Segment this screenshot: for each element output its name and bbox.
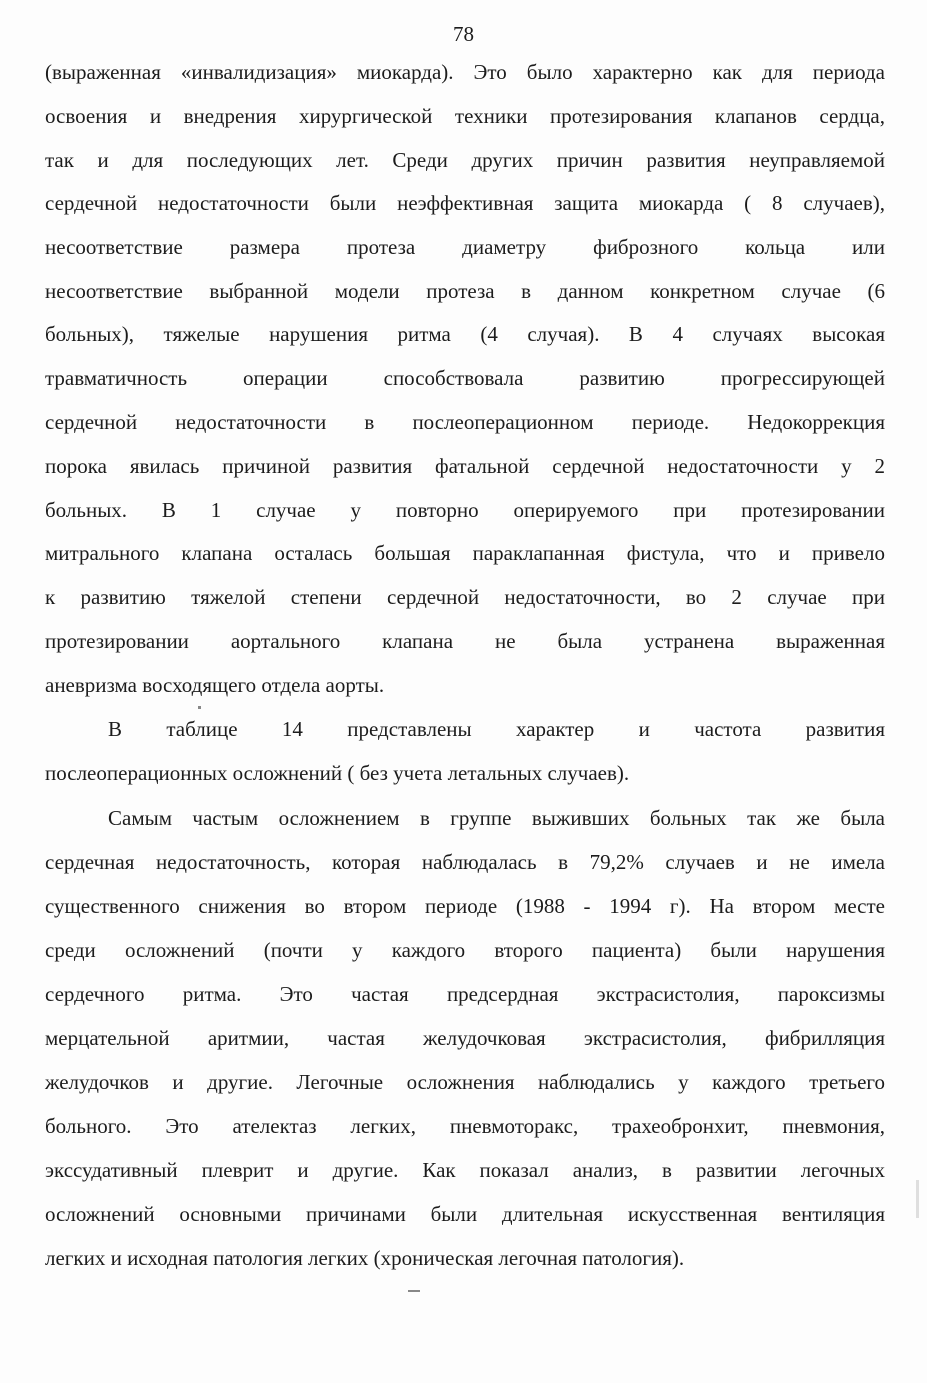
text-line: сердечная недостаточность, которая наблюдалась в 79,2% случаев и не имела: [45, 850, 885, 874]
text-line: аневризма восходящего отдела аорты.: [45, 673, 385, 697]
text-line: среди осложнений (почти у каждого второго пациента) были нарушения: [45, 938, 885, 962]
text-line: митрального клапана осталась большая параклапанная фистула, что и привело: [45, 541, 885, 565]
text-line: Самым частым осложнением в группе выживших больных так же была: [108, 806, 885, 830]
text-line: порока явилась причиной развития фатальной сердечной недостаточности у 2: [45, 454, 885, 478]
text-line: осложнений основными причинами были длительная искусственная вентиляция: [45, 1202, 885, 1226]
page-number: 78: [453, 22, 474, 46]
text-line: травматичность операции способствовала развитию прогрессирующей: [45, 366, 885, 390]
scan-speck: [198, 706, 201, 709]
text-line: желудочков и другие. Легочные осложнения наблюдались у каждого третьего: [45, 1070, 885, 1094]
text-line: больных), тяжелые нарушения ритма (4 случая). В 4 случаях высокая: [45, 322, 885, 346]
text-line: протезировании аортального клапана не была устранена выраженная: [45, 629, 885, 653]
text-line: послеоперационных осложнений ( без учета летальных случаев).: [45, 761, 630, 785]
text-line: сердечной недостаточности в послеоперационном периоде. Недокоррекция: [45, 410, 885, 434]
text-line: освоения и внедрения хирургической техники протезирования клапанов сердца,: [45, 104, 885, 128]
text-line: существенного снижения во втором периоде (1988 - 1994 г). На втором месте: [45, 894, 885, 918]
text-line: (выраженная «инвалидизация» миокарда). Это было характерно как для периода: [45, 60, 885, 84]
text-line: так и для последующих лет. Среди других причин развития неуправляемой: [45, 148, 885, 172]
text-line: легких и исходная патология легких (хроническая легочная патология).: [45, 1246, 685, 1270]
text-line: несоответствие выбранной модели протеза в данном конкретном случае (6: [45, 279, 885, 303]
text-line: сердечного ритма. Это частая предсердная экстрасистолия, пароксизмы: [45, 982, 885, 1006]
text-line: мерцательной аритмии, частая желудочковая экстрасистолия, фибрилляция: [45, 1026, 885, 1050]
text-line: больных. В 1 случае у повторно оперируемого при протезировании: [45, 498, 885, 522]
scan-edge-mark: [916, 1180, 919, 1218]
text-line: экссудативный плеврит и другие. Как показал анализ, в развитии легочных: [45, 1158, 885, 1182]
text-line: сердечной недостаточности были неэффективная защита миокарда ( 8 случаев),: [45, 191, 885, 215]
text-line: В таблице 14 представлены характер и частота развития: [108, 717, 885, 741]
text-line: к развитию тяжелой степени сердечной недостаточности, во 2 случае при: [45, 585, 885, 609]
scan-speck: [408, 1290, 420, 1292]
text-line: несоответствие размера протеза диаметру фиброзного кольца или: [45, 235, 885, 259]
text-line: больного. Это ателектаз легких, пневмоторакс, трахеобронхит, пневмония,: [45, 1114, 885, 1138]
